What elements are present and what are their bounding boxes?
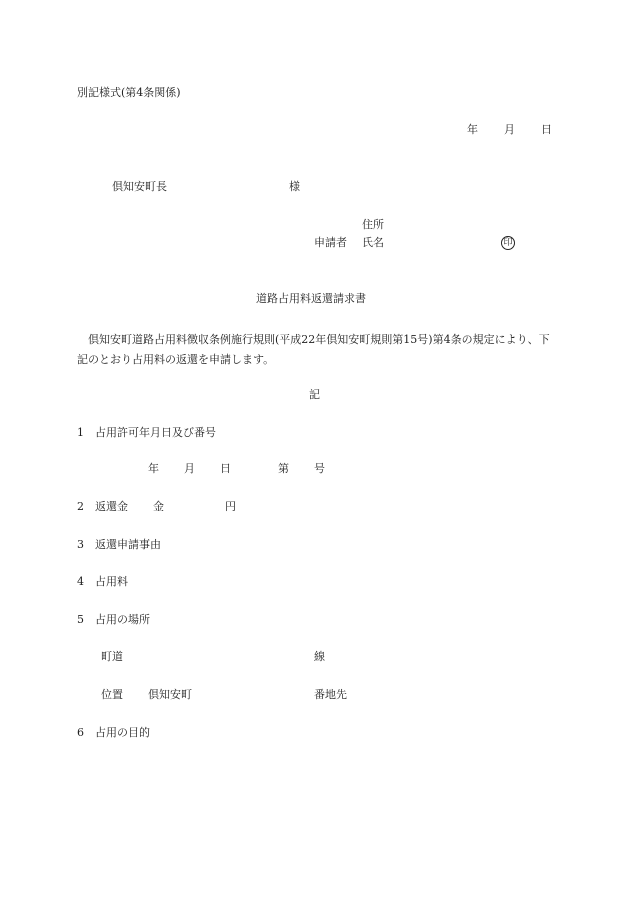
ki-heading: 記 <box>309 388 320 401</box>
item-number: 2 <box>77 500 84 513</box>
applicant-name-label: 氏名 <box>362 236 384 249</box>
item-label: 占用の場所 <box>95 613 150 626</box>
applicant-address-label: 住所 <box>362 218 384 231</box>
line-label: 線 <box>314 650 325 663</box>
date-day: 日 <box>541 123 552 136</box>
item-number: 3 <box>77 538 84 551</box>
refund-yen: 円 <box>225 500 236 513</box>
item-label: 占用料 <box>95 575 128 588</box>
item-label: 占用の目的 <box>95 726 150 739</box>
date-year: 年 <box>467 123 478 136</box>
permit-year: 年 <box>148 462 159 475</box>
item-number: 5 <box>77 613 84 626</box>
item-label: 返還金 <box>95 500 128 513</box>
item-label: 返還申請事由 <box>95 538 161 551</box>
addressee-name: 倶知安町長 <box>112 180 167 193</box>
item-number: 1 <box>77 426 84 439</box>
position-label: 位置 <box>101 688 123 701</box>
form-label: 別記様式(第4条関係) <box>77 86 181 99</box>
item-number: 4 <box>77 575 84 588</box>
road-label: 町道 <box>101 650 123 663</box>
town-name: 倶知安町 <box>148 688 192 701</box>
date-month: 月 <box>504 123 515 136</box>
permit-day: 日 <box>220 462 231 475</box>
body-paragraph: 倶知安町道路占用料徴収条例施行規則(平成22年倶知安町規則第15号)第4条の規定により、下記のとおり占用料の返還を申請します。 <box>77 333 550 366</box>
applicant-role-label: 申請者 <box>314 236 347 249</box>
permit-dai: 第 <box>278 462 289 475</box>
permit-month: 月 <box>184 462 195 475</box>
item-label: 占用許可年月日及び番号 <box>95 426 216 439</box>
item-number: 6 <box>77 726 84 739</box>
banchi-label: 番地先 <box>314 688 347 701</box>
refund-kin: 金 <box>153 500 164 513</box>
permit-go: 号 <box>314 462 325 475</box>
addressee-honorific: 様 <box>289 180 300 193</box>
document-title: 道路占用料返還請求書 <box>256 292 366 305</box>
seal-mark: 印 <box>501 236 515 250</box>
